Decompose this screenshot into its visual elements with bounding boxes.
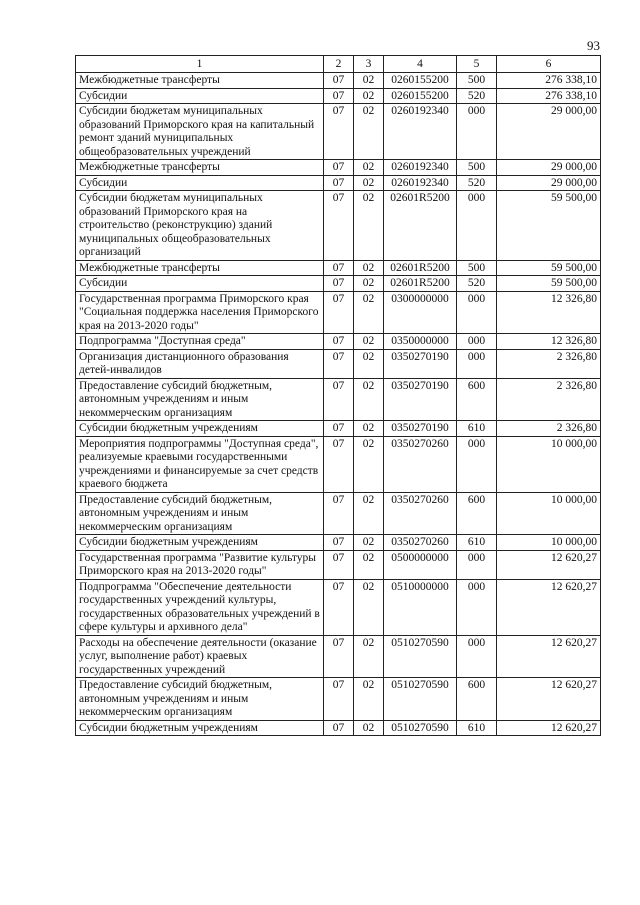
subsection-code-cell: 02 <box>354 104 384 160</box>
section-code-cell: 07 <box>324 175 354 191</box>
subsection-code-cell: 02 <box>354 378 384 421</box>
target-code-cell: 0510270590 <box>384 635 457 678</box>
expense-type-cell: 520 <box>457 88 497 104</box>
target-code-cell: 0350000000 <box>384 334 457 350</box>
table-row <box>76 73 601 89</box>
target-code-cell: 0350270260 <box>384 492 457 535</box>
budget-table <box>75 55 601 736</box>
item-name-cell: Государственная программа Приморского края "Социальная поддержка населения Приморского края на 2013-2020 годы" <box>76 291 324 334</box>
item-name-cell: Мероприятия подпрограммы "Доступная среда", реализуемые краевыми государственными учреждениями и финансируемые за счет средств краевого бюджета <box>76 436 324 492</box>
target-code-cell: 0500000000 <box>384 550 457 579</box>
subsection-code-cell: 02 <box>354 175 384 191</box>
subsection-code-cell: 02 <box>354 191 384 261</box>
item-name-cell: Субсидии бюджетам муниципальных образований Приморского края на строительство (реконструкцию) зданий муниципальных общеобразовательных организаций <box>76 191 324 261</box>
section-code-cell: 07 <box>324 73 354 89</box>
item-name-cell: Расходы на обеспечение деятельности (оказание услуг, выполнение работ) краевых государственных учреждений <box>76 635 324 678</box>
target-code-cell: 0260192340 <box>384 104 457 160</box>
section-code-cell: 07 <box>324 104 354 160</box>
column-header: 2 <box>324 56 354 73</box>
section-code-cell: 07 <box>324 291 354 334</box>
section-code-cell: 07 <box>324 436 354 492</box>
amount-cell: 2 326,80 <box>497 378 601 421</box>
expense-type-cell: 520 <box>457 175 497 191</box>
table-row <box>76 104 601 160</box>
amount-cell: 12 620,27 <box>497 720 601 736</box>
amount-cell: 10 000,00 <box>497 436 601 492</box>
target-code-cell: 0350270260 <box>384 535 457 551</box>
item-name-cell: Субсидии <box>76 276 324 292</box>
section-code-cell: 07 <box>324 276 354 292</box>
subsection-code-cell: 02 <box>354 550 384 579</box>
target-code-cell: 02601R5200 <box>384 260 457 276</box>
subsection-code-cell: 02 <box>354 88 384 104</box>
subsection-code-cell: 02 <box>354 535 384 551</box>
expense-type-cell: 000 <box>457 104 497 160</box>
section-code-cell: 07 <box>324 421 354 437</box>
table-row <box>76 579 601 635</box>
column-header: 3 <box>354 56 384 73</box>
section-code-cell: 07 <box>324 635 354 678</box>
amount-cell: 276 338,10 <box>497 73 601 89</box>
table-row <box>76 635 601 678</box>
section-code-cell: 07 <box>324 334 354 350</box>
section-code-cell: 07 <box>324 550 354 579</box>
item-name-cell: Субсидии бюджетным учреждениям <box>76 421 324 437</box>
target-code-cell: 0510000000 <box>384 579 457 635</box>
target-code-cell: 0350270190 <box>384 421 457 437</box>
expense-type-cell: 610 <box>457 535 497 551</box>
amount-cell: 10 000,00 <box>497 492 601 535</box>
column-header: 4 <box>384 56 457 73</box>
item-name-cell: Межбюджетные трансферты <box>76 260 324 276</box>
item-name-cell: Субсидии <box>76 175 324 191</box>
expense-type-cell: 000 <box>457 349 497 378</box>
table-row <box>76 349 601 378</box>
amount-cell: 12 620,27 <box>497 579 601 635</box>
subsection-code-cell: 02 <box>354 260 384 276</box>
amount-cell: 12 620,27 <box>497 678 601 721</box>
table-row <box>76 436 601 492</box>
target-code-cell: 0260192340 <box>384 175 457 191</box>
target-code-cell: 0300000000 <box>384 291 457 334</box>
table-row <box>76 175 601 191</box>
expense-type-cell: 600 <box>457 678 497 721</box>
expense-type-cell: 500 <box>457 260 497 276</box>
subsection-code-cell: 02 <box>354 492 384 535</box>
target-code-cell: 0260155200 <box>384 73 457 89</box>
expense-type-cell: 000 <box>457 579 497 635</box>
item-name-cell: Межбюджетные трансферты <box>76 73 324 89</box>
target-code-cell: 02601R5200 <box>384 276 457 292</box>
table-row <box>76 678 601 721</box>
expense-type-cell: 600 <box>457 492 497 535</box>
subsection-code-cell: 02 <box>354 73 384 89</box>
item-name-cell: Субсидии бюджетным учреждениям <box>76 535 324 551</box>
subsection-code-cell: 02 <box>354 276 384 292</box>
table-body <box>76 73 601 736</box>
target-code-cell: 02601R5200 <box>384 191 457 261</box>
subsection-code-cell: 02 <box>354 421 384 437</box>
target-code-cell: 0260192340 <box>384 160 457 176</box>
section-code-cell: 07 <box>324 720 354 736</box>
section-code-cell: 07 <box>324 579 354 635</box>
target-code-cell: 0350270190 <box>384 378 457 421</box>
item-name-cell: Государственная программа "Развитие культуры Приморского края на 2013-2020 годы" <box>76 550 324 579</box>
section-code-cell: 07 <box>324 88 354 104</box>
table-header-row <box>76 56 601 73</box>
section-code-cell: 07 <box>324 535 354 551</box>
column-header: 1 <box>76 56 324 73</box>
item-name-cell: Межбюджетные трансферты <box>76 160 324 176</box>
amount-cell: 59 500,00 <box>497 191 601 261</box>
amount-cell: 12 620,27 <box>497 635 601 678</box>
target-code-cell: 0510270590 <box>384 720 457 736</box>
table-row <box>76 291 601 334</box>
expense-type-cell: 520 <box>457 276 497 292</box>
expense-type-cell: 000 <box>457 635 497 678</box>
target-code-cell: 0260155200 <box>384 88 457 104</box>
section-code-cell: 07 <box>324 349 354 378</box>
expense-type-cell: 000 <box>457 436 497 492</box>
amount-cell: 2 326,80 <box>497 349 601 378</box>
subsection-code-cell: 02 <box>354 349 384 378</box>
expense-type-cell: 610 <box>457 720 497 736</box>
subsection-code-cell: 02 <box>354 436 384 492</box>
table-row <box>76 191 601 261</box>
subsection-code-cell: 02 <box>354 160 384 176</box>
expense-type-cell: 600 <box>457 378 497 421</box>
table-row <box>76 492 601 535</box>
amount-cell: 12 620,27 <box>497 550 601 579</box>
target-code-cell: 0350270260 <box>384 436 457 492</box>
subsection-code-cell: 02 <box>354 291 384 334</box>
item-name-cell: Субсидии <box>76 88 324 104</box>
item-name-cell: Предоставление субсидий бюджетным, автономным учреждениям и иным некоммерческим организациям <box>76 492 324 535</box>
amount-cell: 29 000,00 <box>497 175 601 191</box>
expense-type-cell: 500 <box>457 73 497 89</box>
column-header: 5 <box>457 56 497 73</box>
page-number: 93 <box>587 38 600 53</box>
subsection-code-cell: 02 <box>354 334 384 350</box>
table-row <box>76 260 601 276</box>
subsection-code-cell: 02 <box>354 579 384 635</box>
subsection-code-cell: 02 <box>354 720 384 736</box>
table-row <box>76 88 601 104</box>
amount-cell: 12 326,80 <box>497 334 601 350</box>
item-name-cell: Предоставление субсидий бюджетным, автономным учреждениям и иным некоммерческим организациям <box>76 378 324 421</box>
item-name-cell: Субсидии бюджетным учреждениям <box>76 720 324 736</box>
section-code-cell: 07 <box>324 260 354 276</box>
expense-type-cell: 500 <box>457 160 497 176</box>
target-code-cell: 0510270590 <box>384 678 457 721</box>
section-code-cell: 07 <box>324 160 354 176</box>
amount-cell: 59 500,00 <box>497 276 601 292</box>
amount-cell: 2 326,80 <box>497 421 601 437</box>
expense-type-cell: 000 <box>457 291 497 334</box>
amount-cell: 10 000,00 <box>497 535 601 551</box>
table-row <box>76 334 601 350</box>
subsection-code-cell: 02 <box>354 635 384 678</box>
section-code-cell: 07 <box>324 492 354 535</box>
section-code-cell: 07 <box>324 191 354 261</box>
column-header: 6 <box>497 56 601 73</box>
expense-type-cell: 000 <box>457 191 497 261</box>
amount-cell: 29 000,00 <box>497 160 601 176</box>
item-name-cell: Организация дистанционного образования детей-инвалидов <box>76 349 324 378</box>
table-row <box>76 535 601 551</box>
expense-type-cell: 000 <box>457 334 497 350</box>
amount-cell: 12 326,80 <box>497 291 601 334</box>
expense-type-cell: 610 <box>457 421 497 437</box>
item-name-cell: Предоставление субсидий бюджетным, автономным учреждениям и иным некоммерческим организациям <box>76 678 324 721</box>
amount-cell: 59 500,00 <box>497 260 601 276</box>
table-row <box>76 378 601 421</box>
amount-cell: 276 338,10 <box>497 88 601 104</box>
item-name-cell: Подпрограмма "Обеспечение деятельности государственных учреждений культуры, государственных образовательных учреждений в сфере культуры и архивного дела" <box>76 579 324 635</box>
item-name-cell: Субсидии бюджетам муниципальных образований Приморского края на капитальный ремонт зданий муниципальных общеобразовательных учреждений <box>76 104 324 160</box>
table-row <box>76 550 601 579</box>
item-name-cell: Подпрограмма "Доступная среда" <box>76 334 324 350</box>
subsection-code-cell: 02 <box>354 678 384 721</box>
table-row <box>76 276 601 292</box>
target-code-cell: 0350270190 <box>384 349 457 378</box>
table-row <box>76 160 601 176</box>
amount-cell: 29 000,00 <box>497 104 601 160</box>
table-row <box>76 720 601 736</box>
table-row <box>76 421 601 437</box>
section-code-cell: 07 <box>324 378 354 421</box>
expense-type-cell: 000 <box>457 550 497 579</box>
section-code-cell: 07 <box>324 678 354 721</box>
